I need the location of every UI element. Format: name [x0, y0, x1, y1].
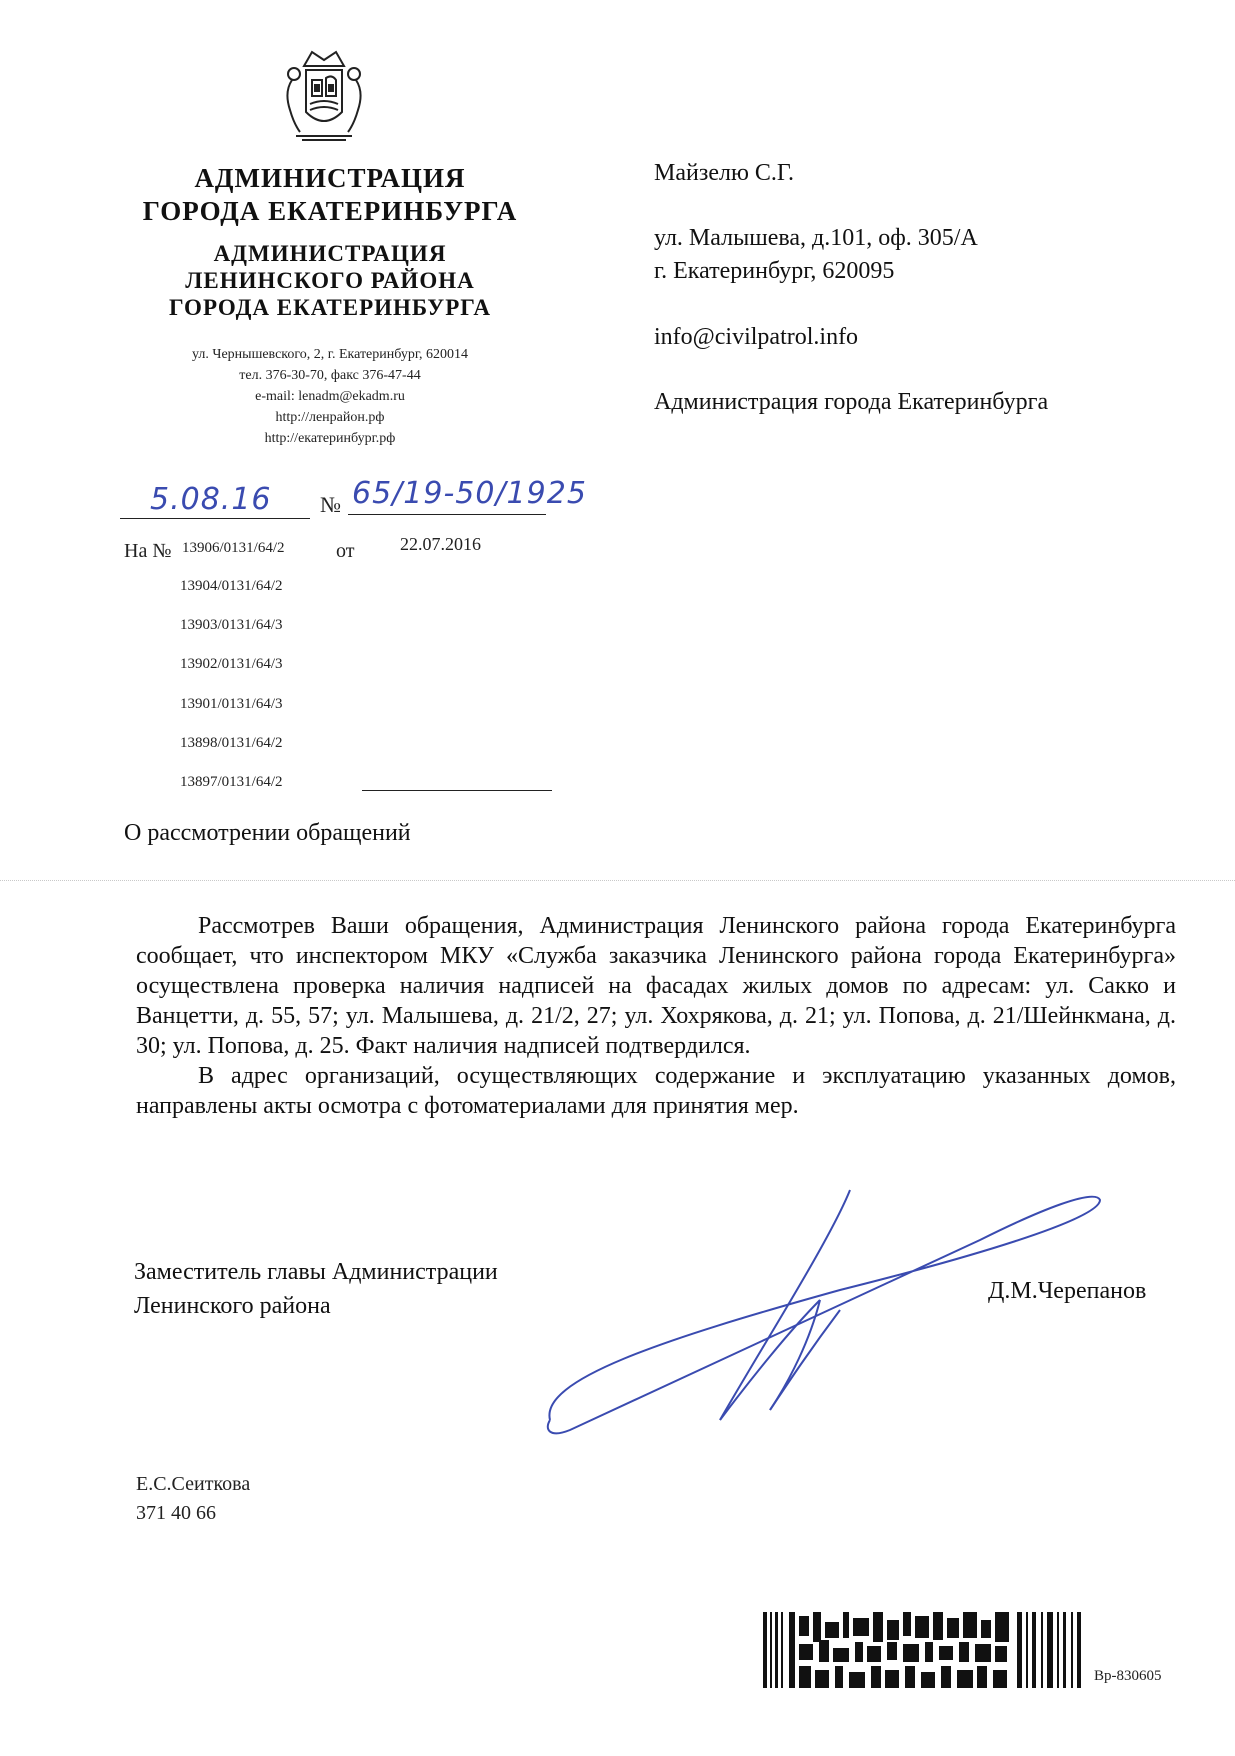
org-line-2: ГОРОДА ЕКАТЕРИНБУРГА — [142, 196, 518, 226]
reply-label: На № — [124, 540, 172, 562]
org-site-2: http://екатеринбург.рф — [264, 431, 396, 446]
reply-number-5: 13901/0131/64/3 — [180, 696, 283, 712]
number-underline — [348, 514, 546, 515]
letter-body — [136, 911, 1176, 1121]
reply-number-3: 13903/0131/64/3 — [180, 617, 283, 633]
number-label: № — [320, 492, 341, 517]
dept-line-2: ЛЕНИНСКОГО РАЙОНА — [185, 268, 475, 293]
document-barcode — [763, 1612, 1081, 1688]
reply-date: 22.07.2016 — [400, 534, 481, 554]
dept-line-1: АДМИНИСТРАЦИЯ — [213, 241, 447, 266]
position-line-2: Ленинского района — [134, 1293, 331, 1319]
position-line-1: Заместитель главы Администрации — [134, 1259, 498, 1285]
recipient-street: ул. Малышева, д.101, оф. 305/А — [654, 225, 978, 251]
executor-info — [136, 1470, 250, 1528]
signatory-name: Д.М.Черепанов — [988, 1278, 1147, 1304]
handwritten-signature — [540, 1180, 1110, 1440]
reply-underline — [362, 790, 552, 791]
handwritten-number: 65/19-50/1925 — [352, 476, 587, 511]
recipient-name: Майзелю С.Г. — [654, 160, 795, 186]
org-phone: тел. 376-30-70, факс 376-47-44 — [239, 368, 421, 383]
body-paragraph-2: В адрес организаций, осуществляющих содержание и эксплуатацию указанных домов, направлены акты осмотра с фотоматериалами для принятия мер. — [136, 1063, 1176, 1119]
reply-number-7: 13897/0131/64/2 — [180, 774, 283, 790]
letter-subject: О рассмотрении обращений — [124, 820, 411, 846]
city-coat-of-arms — [266, 40, 382, 156]
organization-contacts — [120, 344, 540, 449]
date-underline — [120, 518, 310, 519]
org-site-1: http://ленрайон.рф — [275, 410, 385, 425]
reply-from-label: от — [336, 540, 355, 562]
barcode-label: Вр-830605 — [1094, 1668, 1162, 1684]
executor-phone: 371 40 66 — [136, 1502, 216, 1524]
recipient-city: г. Екатеринбург, 620095 — [654, 258, 895, 284]
fold-line — [0, 880, 1235, 881]
executor-name: Е.С.Сеиткова — [136, 1473, 251, 1495]
dept-line-3: ГОРОДА ЕКАТЕРИНБУРГА — [169, 295, 491, 320]
org-address: ул. Чернышевского, 2, г. Екатеринбург, 620014 — [191, 347, 469, 362]
signatory-position — [134, 1255, 498, 1323]
department-name — [120, 240, 540, 321]
handwritten-date: 5.08.16 — [150, 482, 272, 517]
recipient-email: info@civilpatrol.info — [654, 324, 859, 350]
organization-name — [120, 162, 540, 228]
reply-number-2: 13904/0131/64/2 — [180, 578, 283, 594]
reply-number-1: 13906/0131/64/2 — [182, 540, 285, 556]
copy-recipient: Администрация города Екатеринбурга — [654, 389, 1049, 415]
org-line-1: АДМИНИСТРАЦИЯ — [194, 163, 466, 193]
body-paragraph-1: Рассмотрев Ваши обращения, Администрация Ленинского района города Екатеринбурга сообщает, что инспектором МКУ «Служба заказчика Ленинского района города Екатеринбурга» осуществлена проверка наличия надписей на фасадах жилых домов по адресам: ул. Сакко и Ванцетти, д. 55, 57; ул. Малышева, д. 21/2, 27; ул. Хохрякова, д. 21; ул. Попова, д. 21/Шейнкмана, д. 30; ул. Попова, д. 25. Факт наличия надписей подтвердился. — [136, 913, 1176, 1059]
reply-number-6: 13898/0131/64/2 — [180, 735, 283, 751]
reply-number-4: 13902/0131/64/3 — [180, 656, 283, 672]
org-email: e-mail: lenadm@ekadm.ru — [255, 389, 405, 404]
